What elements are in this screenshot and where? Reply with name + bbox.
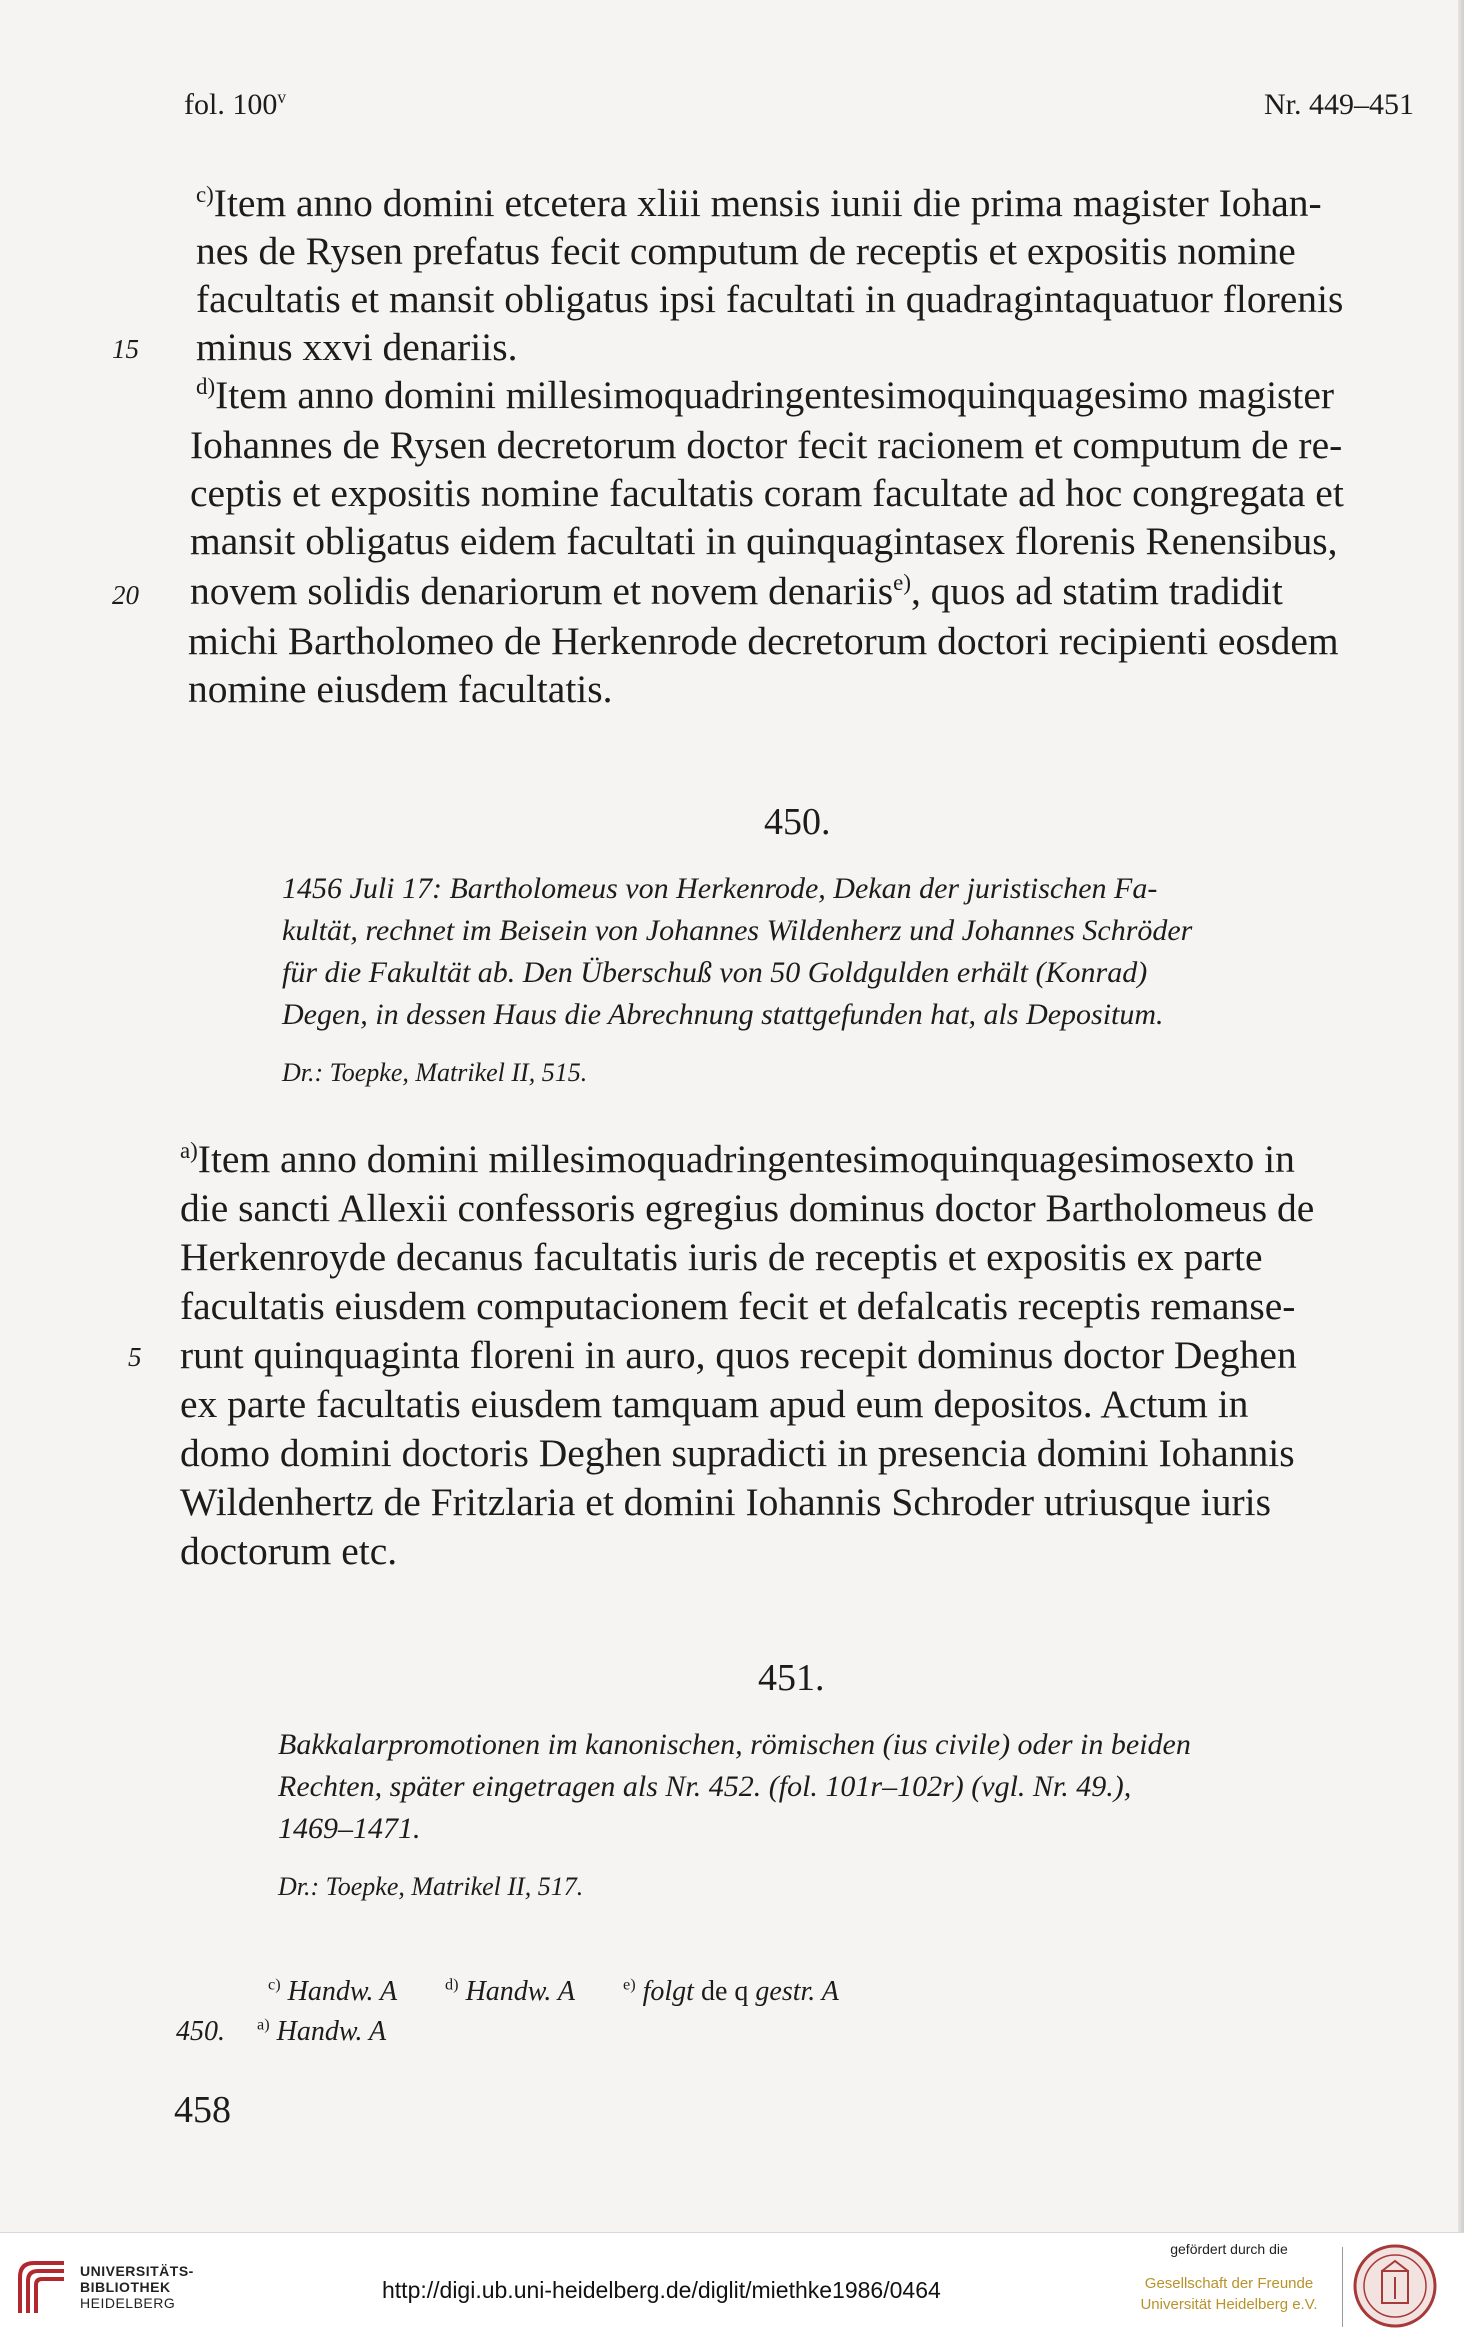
text-line: ceptis et expositis nomine facultatis coram facultate ad hoc congregata et xyxy=(190,471,1344,515)
text-line: domo domini doctoris Deghen supradicti in presencia domini Iohannis xyxy=(180,1431,1295,1475)
regest-line: 1469–1471. xyxy=(278,1812,421,1845)
text-line: michi Bartholomeo de Herkenrode decretorum doctori recipienti eosdem xyxy=(188,619,1339,663)
permalink-url[interactable]: http://digi.ub.uni-heidelberg.de/diglit/miethke1986/0464 xyxy=(382,2277,941,2303)
text-line: $^{a)}$Item anno domini millesimoquadringentesimoquinquagesimosexto in xyxy=(180,1137,1295,1181)
text-line: runt quinquaginta floreni in auro, quos recepit dominus doctor Deghen xyxy=(180,1333,1297,1377)
text-line: ex parte facultatis eiusdem tamquam apud eum depositos. Actum in xyxy=(180,1382,1249,1426)
regest-line: 1456 Juli 17: Bartholomeus von Herkenrode, Dekan der juristischen Fa- xyxy=(282,872,1158,905)
text-line: nes de Rysen prefatus fecit computum de receptis et expositis nomine xyxy=(196,229,1296,273)
library-name-line: BIBLIOTHEK xyxy=(80,2279,171,2295)
text-line: die sancti Allexii confessoris egregius dominus doctor Bartholomeus de xyxy=(180,1186,1315,1230)
sponsor-name-line: Universität Heidelberg e.V. xyxy=(1140,2296,1318,2313)
text-line: novem solidis denariorum et novem denariis$^{e)}$, quos ad statim tradidit xyxy=(190,569,1283,613)
text-line: Iohannes de Rysen decretorum doctor fecit racionem et computum de re- xyxy=(190,423,1343,467)
running-header-right: Nr. 449–451 xyxy=(1264,88,1414,121)
text-line: $^{d)}$Item anno domini millesimoquadringentesimoquinquagesimo magister xyxy=(196,373,1335,417)
library-name-line: UNIVERSITÄTS- xyxy=(80,2263,194,2279)
regest-line: Bakkalarpromotionen im kanonischen, römischen (ius civile) oder in beiden xyxy=(278,1728,1191,1761)
text-line: Wildenhertz de Fritzlaria et domini Iohannis Schroder utriusque iuris xyxy=(180,1480,1271,1524)
text-line: minus xxvi denariis. xyxy=(196,325,518,369)
sponsor-name xyxy=(1122,2273,1336,2315)
text-line: Herkenroyde decanus facultatis iuris de receptis et expositis ex parte xyxy=(180,1235,1263,1279)
library-name-line: HEIDELBERG xyxy=(80,2295,176,2311)
text-line: $^{c)}$Item anno domini etcetera xliii mensis iunii die prima magister Iohan- xyxy=(196,181,1322,225)
document-number-450: 450. xyxy=(764,801,831,843)
document-number-451: 451. xyxy=(758,1657,825,1699)
footnote-line: $^{c)}$ Handw. A $^{d)}$ Handw. A $^{e)}$ folgt de q gestr. A xyxy=(268,1975,839,2007)
line-number: 5 xyxy=(128,1342,142,1372)
regest-line: kultät, rechnet im Beisein von Johannes Wildenherz und Johannes Schröder xyxy=(282,914,1193,947)
text-line: facultatis eiusdem computacionem fecit et defalcatis receptis remanse- xyxy=(180,1284,1296,1328)
print-reference-450: Dr.: Toepke, Matrikel II, 515. xyxy=(282,1058,588,1087)
text-line: facultatis et mansit obligatus ipsi facultati in quadragintaquatuor florenis xyxy=(196,277,1344,321)
line-number: 15 xyxy=(112,334,139,364)
sponsor-label: gefördert durch die xyxy=(1170,2241,1288,2257)
page-number: 458 xyxy=(174,2089,231,2131)
line-number: 20 xyxy=(112,580,139,610)
library-name xyxy=(80,2263,194,2311)
sponsor-name-line: Gesellschaft der Freunde xyxy=(1144,2275,1314,2292)
regest-line: für die Fakultät ab. Den Überschuß von 50 Goldgulden erhält (Konrad) xyxy=(282,956,1148,989)
library-logo-icon xyxy=(14,2255,72,2317)
regest-line: Rechten, später eingetragen als Nr. 452. (fol. 101r–102r) (vgl. Nr. 49.), xyxy=(278,1770,1132,1803)
page-edge xyxy=(1458,0,1464,2232)
print-reference-451: Dr.: Toepke, Matrikel II, 517. xyxy=(278,1872,584,1901)
running-header-left: fol. 100$^v$ xyxy=(184,87,287,121)
text-line: mansit obligatus eidem facultati in quinquagintasex florenis Renensibus, xyxy=(190,519,1338,563)
footer-bar xyxy=(0,2232,1464,2339)
footnote-line: 450. $^{a)}$ Handw. A xyxy=(176,2015,387,2047)
text-line: doctorum etc. xyxy=(180,1529,398,1573)
text-line: nomine eiusdem facultatis. xyxy=(188,667,613,711)
footer-divider xyxy=(1342,2247,1343,2327)
regest-line: Degen, in dessen Haus die Abrechnung stattgefunden hat, als Depositum. xyxy=(282,998,1164,1031)
university-seal-icon xyxy=(1352,2243,1438,2329)
